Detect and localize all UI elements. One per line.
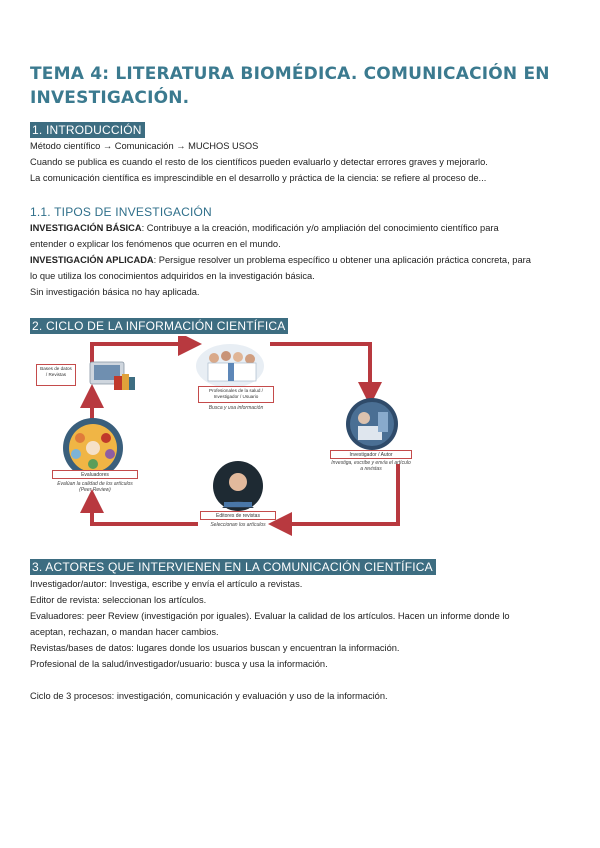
basic-line-2: entender o explicar los fenómenos que ocurren en el mundo. [30, 239, 281, 249]
section-heading-ciclo: 2. CICLO DE LA INFORMACIÓN CIENTÍFICA [30, 318, 288, 334]
introduccion-text [30, 138, 560, 186]
node-researcher-caption: Investiga, escribe y envía el artículo a revistas [331, 460, 411, 472]
actores-text [30, 576, 560, 672]
tipos-text [30, 220, 560, 300]
page-title [30, 62, 550, 110]
arrow-professionals-to-researcher [270, 344, 370, 394]
node-evaluators-caption: Evalúan la calidad de los artículos (Peer Review) [57, 481, 133, 493]
basic-line-1 [30, 220, 560, 236]
information-cycle-diagram [30, 336, 412, 536]
applied-label: INVESTIGACIÓN APLICADA [30, 255, 154, 265]
evaluators-illustration [63, 418, 123, 478]
applied-line-2: lo que utiliza los conocimientos adquiridos en la investigación básica. [30, 271, 315, 281]
node-professionals-caption: Busca y usa información [208, 405, 264, 411]
title-line-1: TEMA 4: LITERATURA BIOMÉDICA. COMUNICACIÓN EN [30, 64, 550, 84]
cycle-arrows [30, 336, 412, 536]
intro-line-2: Cuando se publica es cuando el resto de los científicos pueden evaluarlo y detectar errores graves y mejorarlo. [30, 157, 488, 167]
node-editors-caption: Seleccionan los artículos [210, 522, 266, 528]
basic-text-1: : Contribuye a la creación, modificación y/o ampliación del conocimiento científico para [141, 223, 499, 233]
applied-text-1: : Persigue resolver un problema específico u obtener una aplicación práctica concreta, para [153, 255, 531, 265]
actores-line-3: Evaluadores: peer Review (investigación por iguales). Evaluar la calidad de los artículos. Hacen un informe donde lo [30, 611, 510, 621]
intro-line-3: La comunicación científica es imprescindible en el desarrollo y práctica de la ciencia: se refiere al proceso de... [30, 173, 487, 183]
section-heading-actores: 3. ACTORES QUE INTERVIENEN EN LA COMUNICACIÓN CIENTÍFICA [30, 559, 436, 575]
node-evaluators: Evaluadores [52, 470, 138, 479]
intro-line-1: Método científico → Comunicación → MUCHOS USOS [30, 141, 259, 151]
node-professionals: Profesionales de la salud / Investigador / Usuario [198, 386, 274, 403]
actores-line-2: Editor de revista: seleccionan los artículos. [30, 595, 207, 605]
subsection-heading-tipos: 1.1. TIPOS DE INVESTIGACIÓN [30, 205, 212, 219]
actores-line-5: Revistas/bases de datos: lugares donde los usuarios buscan y encuentran la información. [30, 643, 400, 653]
basic-label: INVESTIGACIÓN BÁSICA [30, 223, 142, 233]
actores-line-1: Investigador/autor: Investiga, escribe y envía el artículo a revistas. [30, 579, 303, 589]
actores-line-4: aceptan, rechazan, o mandan hacer cambios. [30, 627, 219, 637]
node-editors: Editores de revistas [200, 511, 276, 520]
applied-line-1 [30, 252, 560, 268]
editor-photo [213, 461, 263, 511]
section-heading-introduccion: 1. INTRODUCCIÓN [30, 122, 145, 138]
tipos-note: Sin investigación básica no hay aplicada. [30, 287, 200, 297]
arrow-researcher-to-editors [280, 464, 398, 524]
title-line-2: INVESTIGACIÓN. [30, 88, 190, 108]
actores-line-6: Profesional de la salud/investigador/usuario: busca y usa la información. [30, 659, 328, 669]
arrow-editors-to-evaluators [92, 501, 198, 524]
professionals-photo [196, 344, 264, 388]
node-databases: Bases de datos / Revistas [36, 364, 76, 386]
researcher-photo [346, 398, 398, 450]
databases-illustration [90, 362, 135, 390]
actores-summary: Ciclo de 3 procesos: investigación, comunicación y evaluación y uso de la información. [30, 691, 388, 701]
node-researcher: Investigador / Autor [330, 450, 412, 459]
